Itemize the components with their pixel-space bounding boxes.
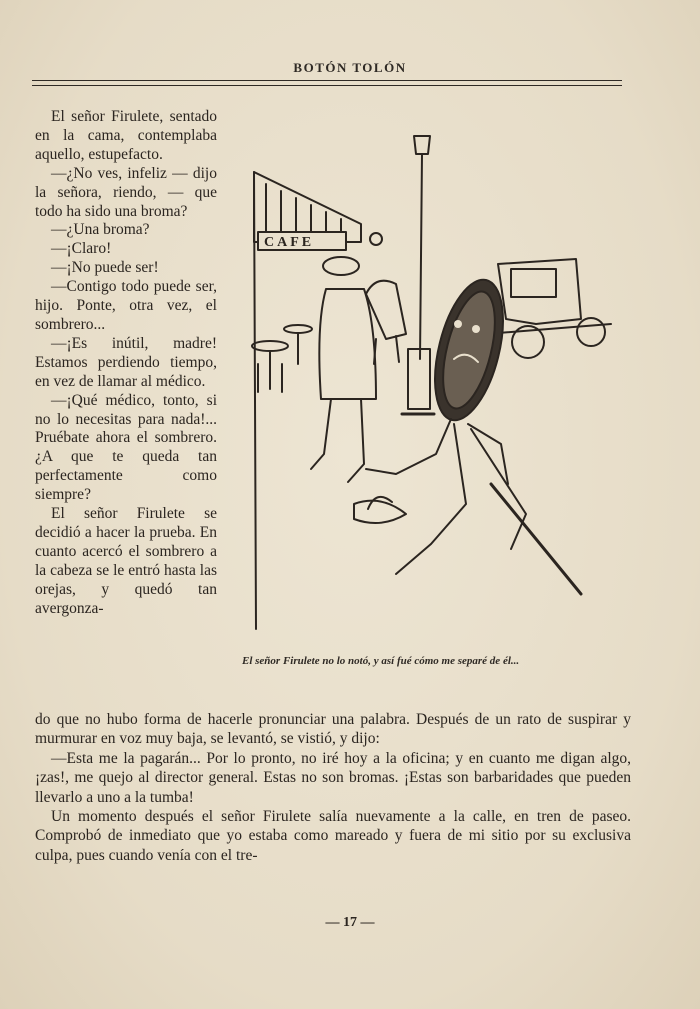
lamp-post bbox=[414, 136, 430, 154]
paragraph: Un momento después el señor Firulete salía nuevamente a la calle, en tren de paseo. Comprobó de inmediato que yo estaba como mareado y fuera de mi sitio por su exclusiva culpa, pues cuando venía con el tre- bbox=[35, 808, 631, 864]
man-coat bbox=[319, 289, 376, 399]
left-column-text bbox=[35, 108, 217, 618]
paragraph: do que no hubo forma de hacerle pronunciar una palabra. Después de un rato de suspirar y murmurar en voz muy baja, se levantó, se vistió, y dijo: bbox=[35, 711, 631, 748]
paragraph: —¡Qué médico, tonto, si no lo necesitas para nada!... Pruébate ahora el sombrero. ¿A que te queda tan perfectamente como siempre? bbox=[35, 391, 217, 504]
header-rule bbox=[32, 80, 622, 86]
paragraph: —¡Es inútil, madre! Estamos perdiendo tiempo, en vez de llamar al médico. bbox=[35, 334, 217, 390]
button-arm-left bbox=[366, 419, 451, 474]
cafe-sign-text: CAFE bbox=[264, 235, 315, 250]
running-head: BOTÓN TOLÓN bbox=[293, 60, 407, 75]
cane bbox=[491, 484, 581, 594]
paragraph: —¡Claro! bbox=[51, 240, 112, 258]
paragraph: —Esta me la pagarán... Por lo pronto, no iré hoy a la oficina; y en cuanto me digan algo, ¡zas!, me quejo al director general. Estas no son bromas. ¡Estas son barbaridades que pueden llevarlo a uno a la tumba! bbox=[35, 749, 631, 806]
illustration bbox=[236, 124, 632, 640]
paragraph: —¿No ves, infeliz — dijo la señora, riendo, — que todo ha sido una broma? bbox=[35, 164, 217, 220]
page-number: — 17 — bbox=[325, 915, 375, 930]
coachman bbox=[370, 233, 382, 245]
paragraph: —¿Una broma? bbox=[51, 221, 150, 239]
paragraph: El señor Firulete, sentado en la cama, contemplaba aquello, estupefacto. bbox=[35, 108, 217, 163]
button-leg-right bbox=[471, 429, 526, 549]
button-leg-left bbox=[396, 424, 466, 574]
paragraph: El señor Firulete se decidió a hacer la prueba. En cuanto acercó el sombrero a la cabeza se le entró hasta las orejas, y quedó tan avergonza- bbox=[35, 505, 217, 617]
dropped-hat bbox=[354, 501, 406, 523]
cafe-table bbox=[252, 341, 288, 351]
paragraph: —¡No puede ser! bbox=[51, 259, 159, 277]
full-width-text bbox=[35, 710, 631, 865]
man-hat bbox=[323, 257, 359, 275]
paragraph: —Contigo todo puede ser, hijo. Ponte, otra vez, el sombrero... bbox=[35, 278, 217, 333]
illustration-caption: El señor Firulete no lo notó, y así fué cómo me separé de él... bbox=[242, 655, 520, 667]
